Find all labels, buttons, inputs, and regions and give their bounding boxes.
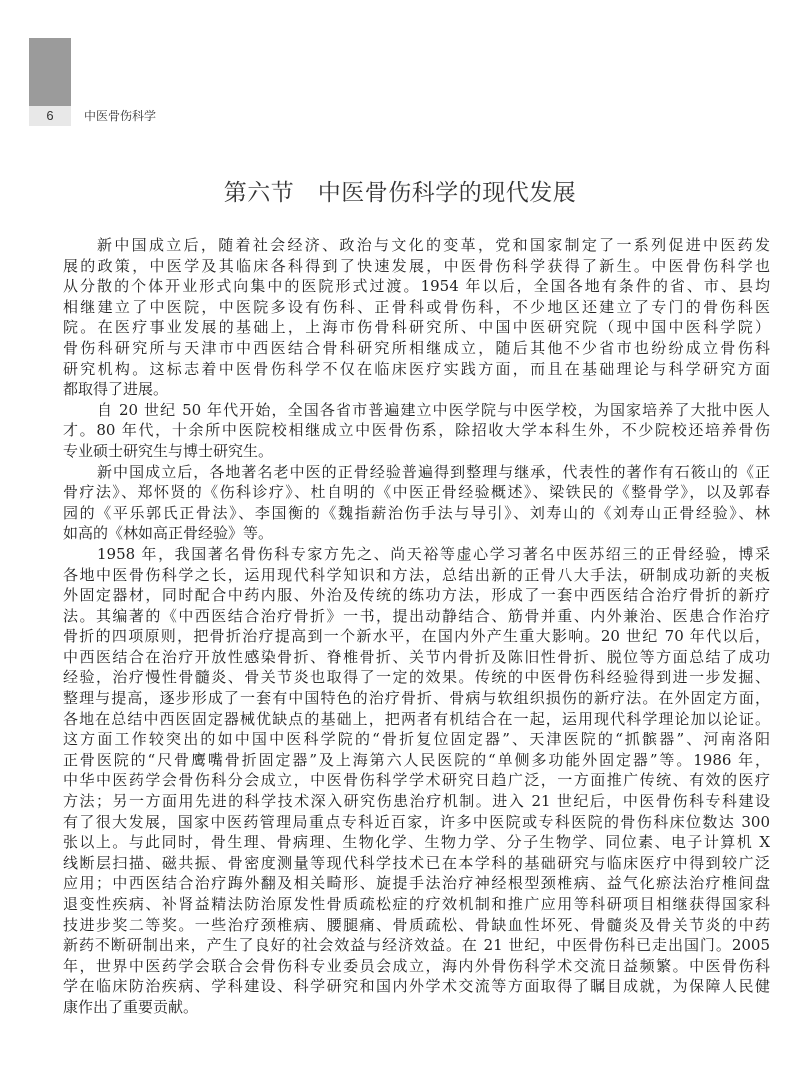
paragraph-line: 外固定器材，同时配合中药内服、外治及传统的练功方法，形成了一套中西医结合治疗骨折的新疗 [63, 586, 770, 605]
paragraph-line: 展的政策，中医学及其临床各科得到了快速发展，中医骨伤科学获得了新生。中医骨伤科学也 [63, 256, 770, 275]
paragraph-line: 骨疗法》、郑怀贤的《伤科诊疗》、杜自明的《中医正骨经验概述》、梁铁民的《整骨学》，以及郭春 [63, 483, 770, 502]
paragraph-line: 骨折的四项原则，把骨折治疗提高到一个新水平，在国内外产生重大影响。20 世纪 70 年代以后， [63, 627, 770, 646]
running-title: 中医骨伤科学 [84, 109, 157, 123]
paragraph-line: 自 20 世纪 50 年代开始，全国各省市普遍建立中医学院与中医学校，为国家培养了大批中医人 [97, 400, 770, 419]
paragraph-line: 从分散的个体开业形式向集中的医院形式过渡。1954 年以后，全国各地有条件的省、市、县均 [63, 277, 770, 296]
paragraph-line: 都取得了进展。 [63, 380, 169, 399]
paragraph-line: 这方面工作较突出的如中国中医科学院的“骨折复位固定器”、天津医院的“抓髌器”、河南洛阳 [63, 730, 770, 749]
paragraph-line: 退变性疾病、补肾益精法防治原发性骨质疏松症的疗效机制和推广应用等科研项目相继获得国家科 [63, 895, 770, 913]
paragraph [63, 235, 770, 400]
paragraph [63, 544, 770, 1018]
paragraph-line: 园的《平乐郭氏正骨法》、李国衡的《魏指薪治伤手法与导引》、刘寿山的《刘寿山正骨经验》、林 [63, 503, 770, 522]
paragraph-line: 中西医结合在治疗开放性感染骨折、脊椎骨折、关节内骨折及陈旧性骨折、脱位等方面总结了成功 [63, 647, 770, 666]
paragraph-line: 整理与提高，逐步形成了一套有中国特色的治疗骨折、骨病与软组织损伤的新疗法。在外固定方面， [63, 689, 770, 708]
paragraph-line: 各地在总结中西医固定器械优缺点的基础上，把两者有机结合在一起，运用现代科学理论加以论证。 [63, 709, 770, 728]
paragraph-line: 新中国成立后，随着社会经济、政治与文化的变革，党和国家制定了一系列促进中医药发 [97, 236, 770, 254]
paragraph [63, 462, 770, 544]
paragraph [63, 400, 770, 462]
paragraph-line: 1958 年，我国著名骨伤科专家方先之、尚天裕等虚心学习著名中医苏绍三的正骨经验，博采 [97, 544, 770, 563]
paragraph-line: 康作出了重要贡献。 [63, 997, 199, 1016]
paragraph-line: 院。在医疗事业发展的基础上，上海市伤骨科研究所、中国中医研究院（现中国中医科学院） [63, 318, 770, 337]
paragraph-line: 各地中医骨伤科学之长，运用现代科学知识和方法，总结出新的正骨八大手法，研制成功新的夹板 [63, 565, 770, 584]
paragraph-line: 有了很大发展，国家中医药管理局重点专科近百家，许多中医院或专科医院的骨伤科床位数达 300 [63, 812, 770, 831]
paragraph-line: 才。80 年代，十余所中医院校相继成立中医骨伤系，除招收大学本科生外，不少院校还培养骨伤 [63, 421, 770, 440]
paragraph-line: 技进步奖二等奖。一些治疗颈椎病、腰腿痛、骨质疏松、骨缺血性坏死、骨髓炎及骨关节炎的中药 [63, 915, 770, 934]
paragraph-line: 经验，治疗慢性骨髓炎、骨关节炎也取得了一定的效果。传统的中医骨伤科经验得到进一步发掘、 [63, 668, 770, 687]
page-number: 6 [29, 106, 71, 126]
paragraph-line: 研究机构。这标志着中医骨伤科学不仅在临床医疗实践方面，而且在基础理论与科学研究方面 [63, 359, 770, 378]
paragraph-line: 骨伤科研究所与天津市中西医结合骨科研究所相继成立，随后其他不少省市也纷纷成立骨伤科 [63, 338, 770, 357]
paragraph-line: 相继建立了中医院，中医院多设有伤科、正骨科或骨伤科，不少地区还建立了专门的骨伤科医 [63, 297, 770, 316]
section-title: 第六节 中医骨伤科学的现代发展 [223, 180, 577, 206]
paragraph-line: 年，世界中医药学会联合会骨伤科专业委员会成立，海内外骨伤科学术交流日益频繁。中医骨伤科 [63, 956, 770, 975]
paragraph-line: 应用；中西医结合治疗踇外翻及相关畸形、旋提手法治疗神经根型颈椎病、益气化瘀法治疗椎间盘 [63, 874, 770, 893]
paragraph-line: 正骨医院的“尺骨鹰嘴骨折固定器”及上海第六人民医院的“单侧多功能外固定器”等。1986 年， [63, 750, 770, 769]
paragraph-line: 线断层扫描、磁共振、骨密度测量等现代科学技术已在本学科的基础研究与临床医疗中得到较广泛 [63, 853, 770, 872]
paragraph-line: 如高的《林如高正骨经验》等。 [63, 524, 274, 543]
paragraph-line: 新药不断研制出来，产生了良好的社会效益与经济效益。在 21 世纪，中医骨伤科已走出国门。2005 [63, 936, 770, 955]
paragraph-line: 法。其编著的《中西医结合治疗骨折》一书，提出动静结合、筋骨并重、内外兼治、医患合作治疗 [63, 606, 770, 625]
paragraph-line: 学在临床防治疾病、学科建设、科学研究和国内外学术交流等方面取得了瞩目成就，为保障人民健 [63, 977, 770, 996]
body-text [63, 235, 770, 1018]
paragraph-line: 新中国成立后，各地著名老中医的正骨经验普遍得到整理与继承，代表性的著作有石筱山的《正 [97, 462, 770, 481]
paragraph-line: 张以上。与此同时，骨生理、骨病理、生物化学、生物力学、分子生物学、同位素、电子计算机 X [63, 833, 770, 852]
paragraph-line: 方法；另一方面用先进的科学技术深入研究伤患治疗机制。进入 21 世纪后，中医骨伤科专科建设 [63, 792, 770, 811]
paragraph-line: 中华中医药学会骨伤科分会成立，中医骨伤科学学术研究日趋广泛，一方面推广传统、有效的医疗 [63, 771, 770, 790]
paragraph-line: 专业硕士研究生与博士研究生。 [63, 441, 274, 460]
chapter-tab-marker [29, 38, 71, 106]
